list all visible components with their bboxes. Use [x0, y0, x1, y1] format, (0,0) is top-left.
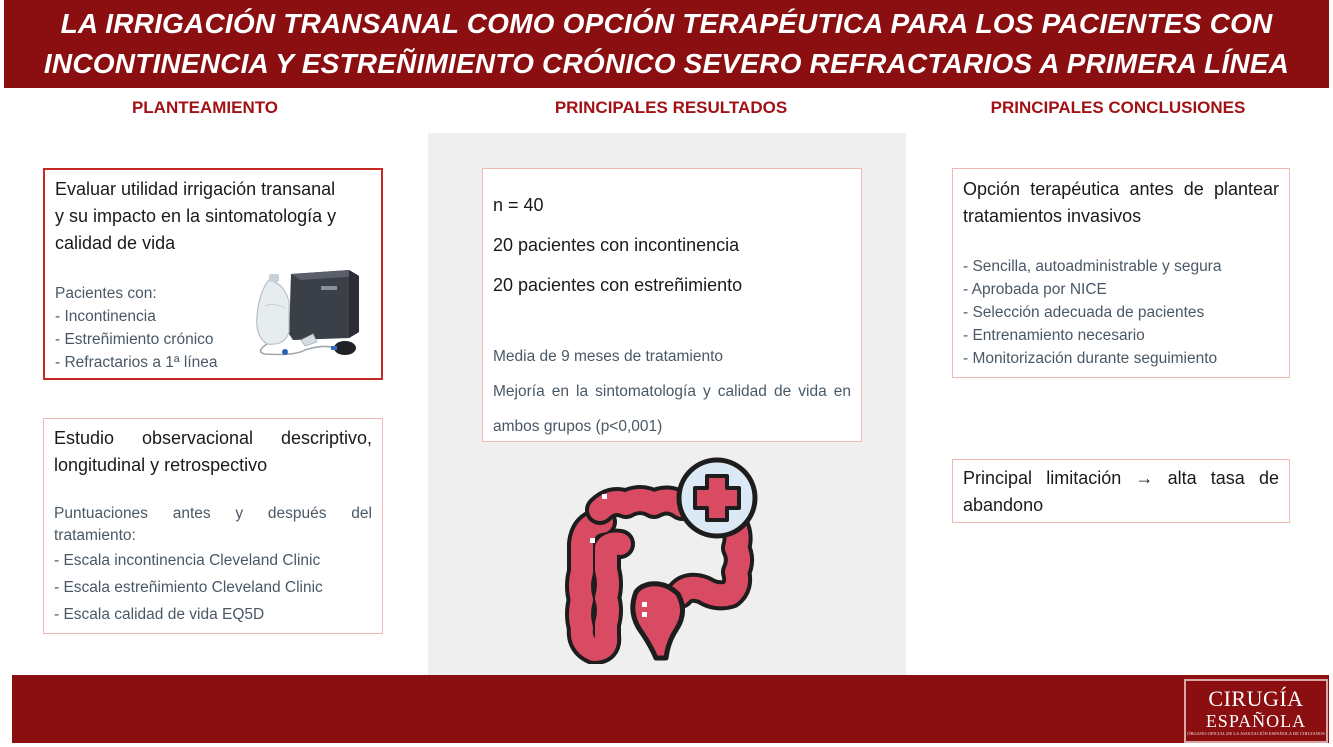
- conclusions-heading: Opción terapéutica antes de plantear tratamientos invasivos: [963, 179, 1279, 226]
- methods-box: [43, 418, 383, 634]
- list-item: - Escala incontinencia Cleveland Clinic: [54, 552, 321, 569]
- irrigation-device-image: [245, 262, 365, 358]
- poster-title: [44, 4, 1289, 84]
- conclusions-list: [963, 255, 1283, 370]
- list-item: - Aprobada por NICE: [963, 281, 1107, 298]
- title-banner: [4, 0, 1329, 88]
- scores-intro: Puntuaciones antes y después del tratamiento:: [54, 505, 372, 544]
- results-detail: [493, 339, 851, 444]
- methods-heading: Estudio observacional descriptivo, longitudinal y retrospectivo: [54, 428, 372, 475]
- sample-summary: [493, 185, 853, 305]
- results-box: [482, 168, 862, 442]
- logo-line-1: CIRUGÍA: [1208, 686, 1304, 711]
- group-constipation: 20 pacientes con estreñimiento: [493, 275, 743, 295]
- colon-plus-icon: [564, 452, 774, 664]
- journal-logo: [1184, 679, 1328, 743]
- list-item: - Escala calidad de vida EQ5D: [54, 606, 265, 623]
- list-item: - Monitorización durante seguimiento: [963, 350, 1218, 367]
- list-item: - Incontinencia: [55, 308, 156, 325]
- objective-heading: Evaluar utilidad irrigación transanal y su impacto en la sintomatología y calidad de vida: [55, 179, 337, 253]
- title-line-1: LA IRRIGACIÓN TRANSANAL COMO OPCIÓN TERAPÉUTICA PARA LOS PACIENTES CON: [60, 8, 1273, 39]
- improvement-result: Mejoría en la sintomatología y calidad de vida en ambos grupos (p<0,001): [493, 383, 851, 435]
- conclusions-box: [952, 168, 1290, 378]
- title-line-2: INCONTINENCIA Y ESTREÑIMIENTO CRÓNICO SEVERO REFRACTARIOS A PRIMERA LÍNEA: [43, 48, 1290, 79]
- patients-intro: Pacientes con:: [55, 285, 157, 302]
- list-item: - Refractarios a 1ª línea: [55, 354, 218, 371]
- group-incontinence: 20 pacientes con incontinencia: [493, 235, 740, 255]
- footer-bar: [12, 675, 1329, 743]
- column-header-conclusiones: PRINCIPALES CONCLUSIONES: [990, 98, 1246, 117]
- list-item: - Sencilla, autoadministrable y segura: [963, 258, 1222, 275]
- patients-list: [55, 282, 255, 374]
- treatment-duration: Media de 9 meses de tratamiento: [493, 348, 724, 365]
- limitation-box: [952, 459, 1290, 523]
- column-header-planteamiento: PLANTEAMIENTO: [131, 98, 279, 117]
- logo-line-3: ÓRGANO OFICIAL DE LA ASOCIACIÓN ESPAÑOLA DE CIRUJANOS: [1187, 731, 1325, 736]
- column-header-resultados: PRINCIPALES RESULTADOS: [554, 98, 788, 117]
- list-item: - Entrenamiento necesario: [963, 327, 1145, 344]
- objective-box: [43, 168, 383, 380]
- logo-line-2: ESPAÑOLA: [1205, 711, 1307, 731]
- sample-size: n = 40: [493, 195, 544, 215]
- scores-list: [54, 503, 372, 628]
- list-item: - Estreñimiento crónico: [55, 331, 214, 348]
- limitation-text: Principal limitación → alta tasa de abandono: [963, 468, 1279, 515]
- list-item: - Escala estreñimiento Cleveland Clinic: [54, 579, 323, 596]
- list-item: - Selección adecuada de pacientes: [963, 304, 1205, 321]
